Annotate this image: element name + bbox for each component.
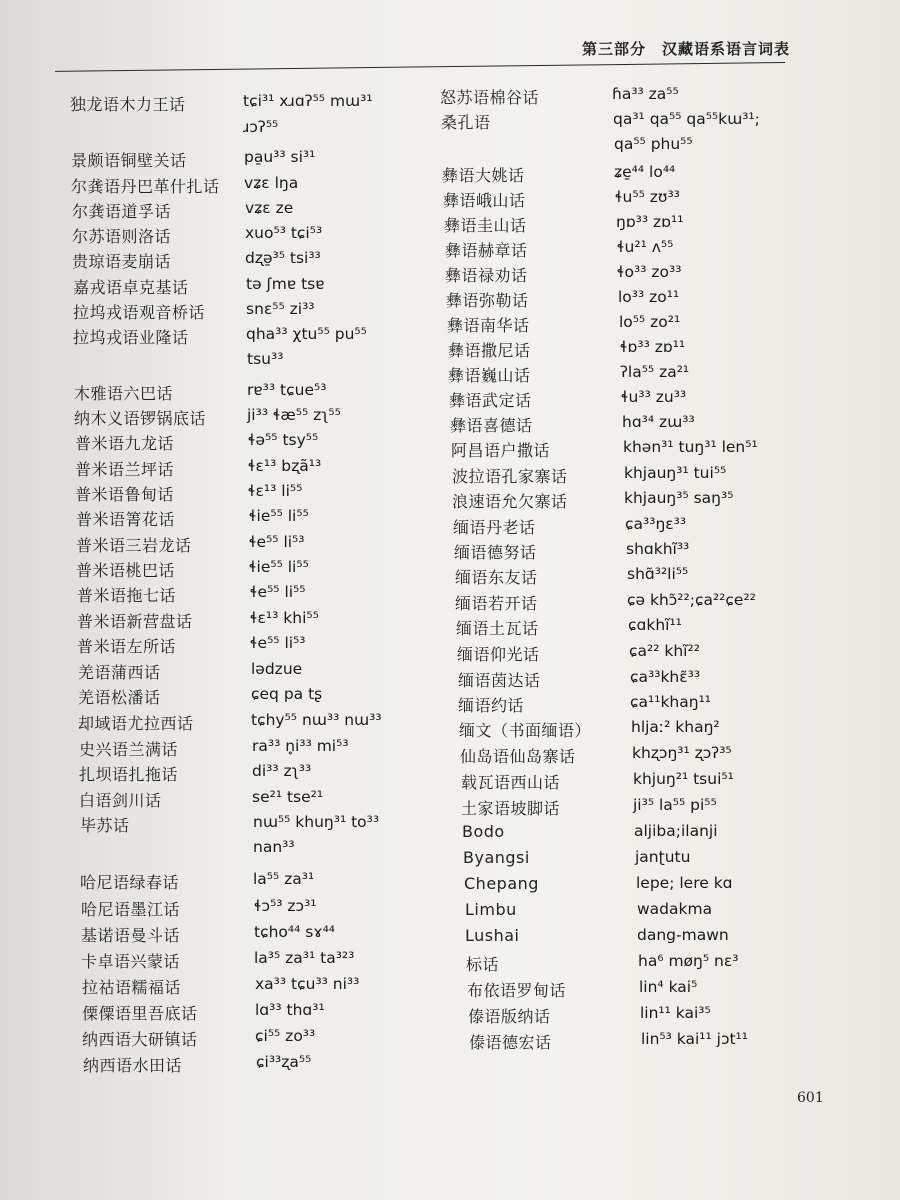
transcription: shɑ̃³²li⁵⁵ [627,565,689,583]
language-name: 史兴语兰满话 [79,740,179,759]
language-name: 彝语巍山话 [448,366,531,385]
transcription: hljaː² khaŋ² [631,718,720,736]
language-name: Byangsi [463,848,530,867]
transcription: ɬie⁵⁵ li⁵⁵ [249,507,309,525]
language-name: 纳西语水田话 [83,1056,183,1075]
transcription: ra³³ n̥i³³ mi⁵³ [252,737,349,755]
language-name: 傈僳语里吾底话 [82,1004,198,1023]
transcription: ɬɒ³³ zɒ¹¹ [620,338,686,356]
language-name: 白语剑川话 [79,791,162,810]
language-name: 哈尼语绿春话 [80,873,180,892]
language-name: 彝语大姚话 [442,166,525,185]
language-name: 仙岛语仙岛寨话 [460,747,576,766]
language-name: 缅语茵达话 [458,671,541,690]
transcription: ɕi³³ʐa⁵⁵ [256,1053,312,1071]
language-name: 缅语仰光话 [457,645,540,664]
transcription: ɬe⁵⁵ li⁵³ [249,533,305,551]
language-name: 彝语武定话 [449,391,532,410]
transcription: ɬɛ¹³ li⁵⁵ [248,482,303,500]
language-name: 傣语版纳话 [468,1007,551,1026]
transcription: lin¹¹ kai³⁵ [640,1004,711,1022]
transcription: lepe; lere kɑ [636,874,733,892]
language-name: 缅语约话 [458,696,525,715]
transcription: lɑ³³ thɑ³¹ [255,1001,325,1019]
transcription: khjauŋ³¹ tui⁵⁵ [624,464,727,482]
transcription: dang-mawn [637,926,729,944]
language-name: 拉祜语糯福话 [82,978,182,997]
language-name: 毕苏话 [80,816,130,835]
transcription: lin⁴ kai⁵ [639,978,698,996]
language-name: 羌语松潘话 [78,688,161,707]
page-number: 601 [797,1090,824,1106]
transcription: dʐə̱³⁵ tsi³³ [245,249,321,267]
transcription: khjuŋ²¹ tsui⁵¹ [633,770,734,788]
transcription: qa³¹ qa⁵⁵ qa⁵⁵kɯ³¹; [613,110,760,128]
language-name: 彝语弥勒话 [446,291,529,310]
transcription: khjauŋ³⁵ saŋ³⁵ [624,489,734,507]
language-name: 缅语丹老话 [453,518,536,537]
transcription: ha⁶ møŋ⁵ nɛ³ [638,952,739,970]
transcription: ɬɛ¹³ khi⁵⁵ [250,609,319,627]
transcription: nɯ⁵⁵ khuŋ³¹ to³³ [253,813,380,831]
language-name: 扎坝语扎拖话 [79,765,179,784]
language-name: 普米语兰坪话 [75,460,175,479]
language-name: 阿昌语户撒话 [451,441,551,460]
language-name: 羌语蒲西话 [78,663,161,682]
language-name: 波拉语孔家寨话 [452,467,568,486]
transcription: hɑ³⁴ zɯ³³ [622,413,695,431]
language-name: 哈尼语墨江话 [81,900,181,919]
language-name: 缅语若开话 [455,594,538,613]
transcription: ɕa²² khĩ²² [629,642,700,660]
language-name: 载瓦语西山话 [461,773,561,792]
language-name: Bodo [462,822,505,841]
language-name: 彝语圭山话 [444,216,527,235]
transcription: di³³ zʅ³³ [252,762,312,780]
transcription: xa³³ tɕu³³ ni³³ [255,975,360,993]
transcription: qha³³ χtu⁵⁵ pu⁵⁵ [246,325,367,343]
language-name: 傣语德宏话 [469,1033,552,1052]
transcription: vʑɛ ze [245,199,294,217]
transcription: ɕə khɔ̃²²;ɕa²²ɕe²² [627,591,756,609]
transcription: aljiba;ilanji [634,822,718,840]
language-name: 缅文（书面缅语） [459,721,592,740]
language-name: 缅语德努话 [454,543,537,562]
language-name: 怒苏语棉谷话 [440,88,540,107]
transcription: ɦa³³ za⁵⁵ [612,85,679,103]
transcription: ɕa³³khɛ̃³³ [630,668,701,686]
transcription: ɬɔ⁵³ zɔ³¹ [254,897,317,915]
language-name: 彝语喜德话 [450,416,533,435]
language-name: 拉坞戎语观音桥话 [73,303,206,322]
language-name: 布依语罗甸话 [467,981,567,1000]
transcription: tɕho⁴⁴ sɤ⁴⁴ [254,923,335,941]
transcription: la⁵⁵ za³¹ [253,870,315,888]
transcription: ɬe⁵⁵ li⁵⁵ [250,583,306,601]
language-name: 拉坞戎语业隆话 [73,328,189,347]
transcription: ɕa¹¹khaŋ¹¹ [630,693,711,711]
transcription: ɕi⁵⁵ zo³³ [255,1027,316,1045]
transcription: ɬo³³ zo³³ [617,263,682,281]
transcription: ji³⁵ la⁵⁵ pi⁵⁵ [633,796,717,814]
transcription: lədzue [251,660,303,678]
language-name: 嘉戎语卓克基话 [73,278,189,297]
transcription: ɬə⁵⁵ tsy⁵⁵ [248,431,319,449]
language-name: 普米语左所话 [77,637,177,656]
transcription: shɑkhĩ³³ [626,540,690,558]
transcription: janʈutu [635,848,691,866]
transcription: se²¹ tse²¹ [252,788,324,806]
language-name: 景颇语铜壁关话 [71,151,187,170]
transcription: vʑɛ lŋa [244,174,299,192]
language-name: Chepang [464,874,539,893]
transcription: lo⁵⁵ zo²¹ [619,313,681,331]
language-name: 彝语撒尼话 [448,341,531,360]
language-name: 纳西语大研镇话 [82,1030,198,1049]
language-name: 基诺语曼斗话 [81,926,181,945]
language-name: 普米语桃巴话 [76,561,176,580]
language-name: 普米语拖七话 [77,586,177,605]
language-name: 普米语三岩龙话 [76,536,192,555]
transcription: nan³³ [253,838,295,856]
transcription: tɕi³¹ xɹɑʔ⁵⁵ mɯ³¹ [243,92,373,110]
transcription: khən³¹ tuŋ³¹ len⁵¹ [623,438,758,456]
transcription: ɕa³³ŋɛ³³ [625,515,687,533]
transcription: ŋɒ³³ zɒ¹¹ [616,213,684,231]
transcription: pa̱u³³ si³¹ [244,148,316,166]
transcription: tɕhy⁵⁵ nɯ³³ nɯ³³ [251,711,382,729]
language-name: 贵琼语麦崩话 [72,252,172,271]
language-name: 标话 [466,955,500,974]
transcription: qa⁵⁵ phu⁵⁵ [614,135,693,153]
running-header: 第三部分 汉藏语系语言词表 [581,40,790,58]
transcription: rɐ³³ tɕue⁵³ [247,381,327,399]
language-name: 普米语箐花话 [76,510,176,529]
transcription: wadakma [637,900,713,918]
language-name: 独龙语木力王话 [70,95,186,114]
language-name: 桑孔语 [441,113,491,132]
transcription: ɬu²¹ ʌ⁵⁵ [617,238,674,256]
transcription: ɬe⁵⁵ li⁵³ [250,634,306,652]
language-name: 卡卓语兴蒙话 [81,952,181,971]
transcription: ɬu⁵⁵ zʊ³³ [615,188,680,206]
language-name: 尔龚语道孚话 [72,202,172,221]
language-name: 彝语禄劝话 [445,266,528,285]
transcription: khʐɔŋ³¹ ʐɔʔ³⁵ [632,744,732,762]
language-name: 彝语南华话 [447,316,530,335]
language-name: 普米语九龙话 [75,434,175,453]
language-name: 木雅语六巴话 [74,384,174,403]
transcription: ɬie⁵⁵ li⁵⁵ [249,558,309,576]
language-name: 浪速语允欠寨话 [452,492,568,511]
language-name: 土家语坡脚话 [461,799,561,818]
transcription: lo³³ zo¹¹ [618,288,680,306]
transcription: ɬɛ¹³ bʐã¹³ [248,457,322,475]
transcription: ʑe̱⁴⁴ lo⁴⁴ [614,163,676,181]
transcription: ʔla⁵⁵ za²¹ [620,363,690,381]
language-name: 普米语新营盘话 [77,612,193,631]
language-name: 缅语东友话 [455,568,538,587]
language-name: 尔龚语丹巴革什扎话 [71,177,220,196]
transcription: ji³³ ɬæ⁵⁵ zʅ⁵⁵ [247,406,341,424]
transcription: tsu³³ [247,350,284,368]
transcription: ɕeq pa tʂ [251,685,323,703]
language-name: 缅语土瓦话 [456,619,539,638]
language-name: Lushai [465,926,520,945]
language-name: 纳木义语锣锅底话 [74,409,207,428]
language-name: 彝语峨山话 [443,191,526,210]
transcription: ɕɑkhĩ¹¹ [628,616,682,634]
language-name: 普米语鲁甸话 [75,485,175,504]
transcription: snɛ⁵⁵ zi³³ [246,300,315,318]
header-rule [55,62,785,72]
transcription: ɬu³³ zu³³ [621,388,687,406]
language-name: 却域语尤拉西话 [78,714,194,733]
transcription: lin⁵³ kai¹¹ jɔt¹¹ [641,1030,748,1048]
transcription: xuo⁵³ tɕi⁵³ [245,224,323,242]
transcription: ɹɔʔ⁵⁵ [243,118,279,136]
transcription: tə ʃmɐ tsɐ [246,275,325,293]
language-name: Limbu [465,900,517,919]
transcription: la³⁵ za³¹ ta³²³ [254,949,355,967]
language-name: 彝语赫章话 [445,241,528,260]
language-name: 尔苏语则洛话 [72,227,172,246]
